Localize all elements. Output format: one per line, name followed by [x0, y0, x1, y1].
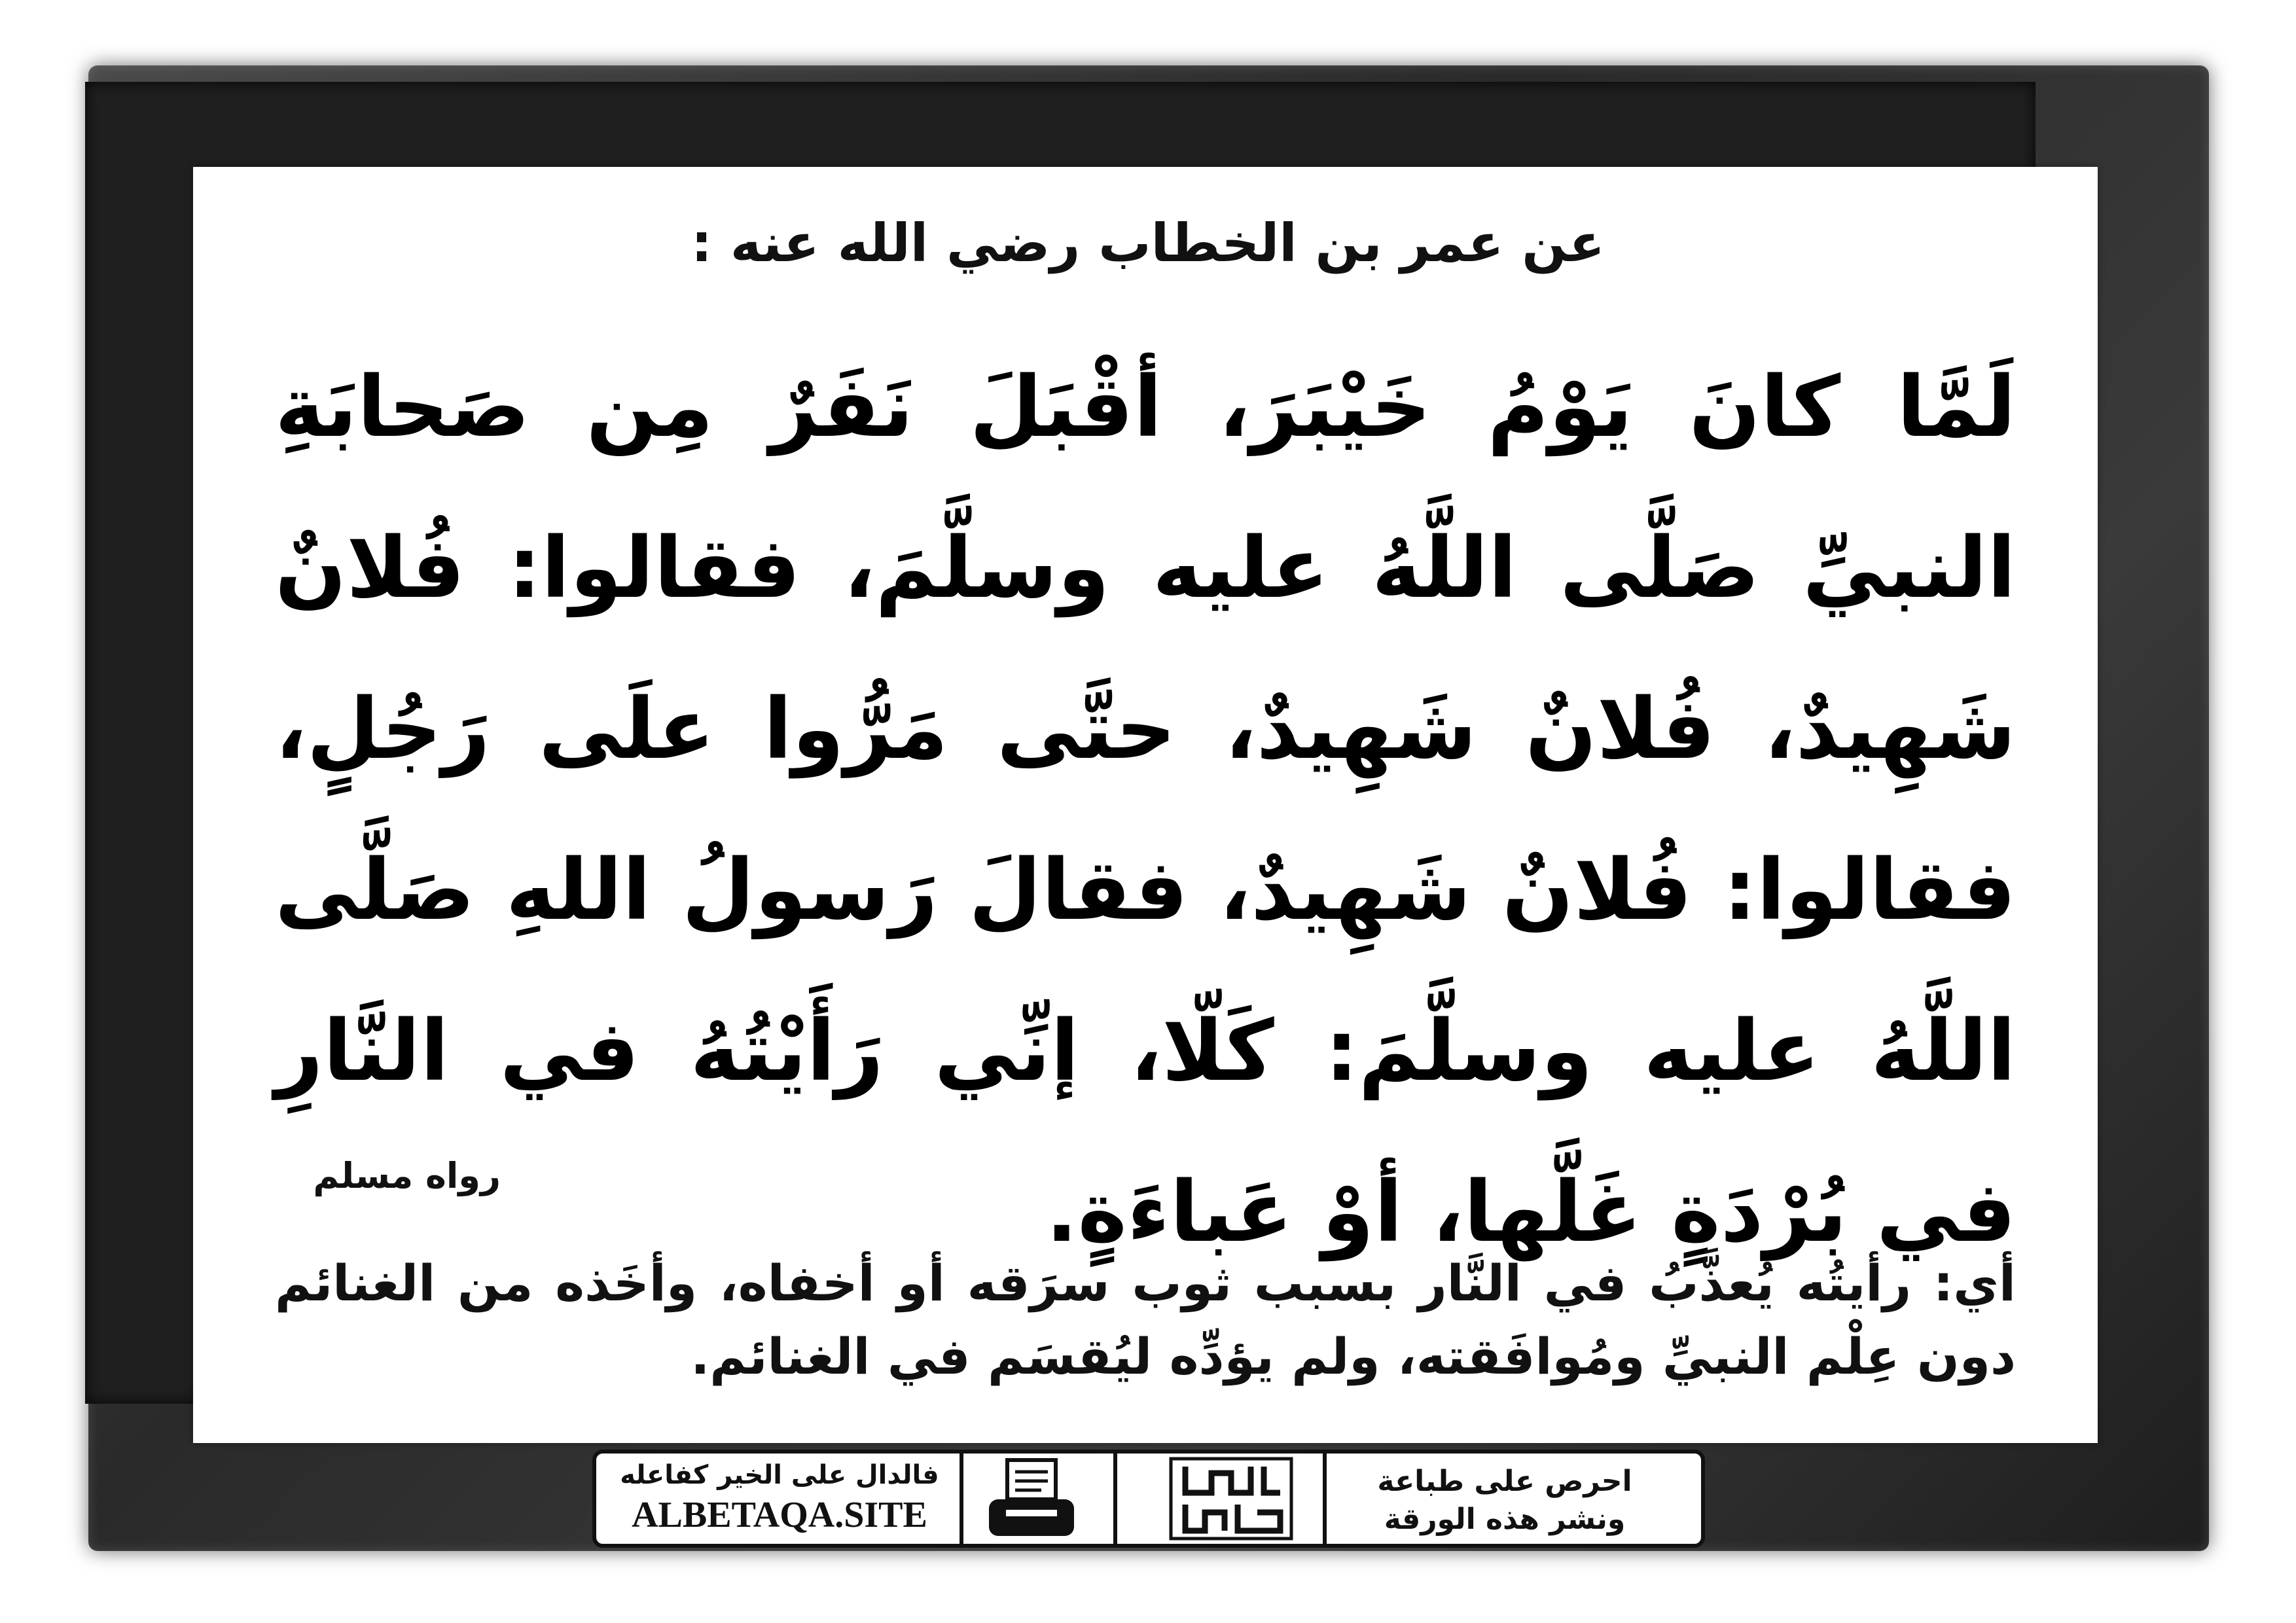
footer-divider	[960, 1454, 963, 1544]
print-line-1: احرص على طباعة	[1377, 1465, 1632, 1498]
site-block	[609, 1454, 950, 1544]
narrator-intro: عن عمر بن الخطاب رضي الله عنه :	[691, 213, 1605, 274]
print-line-2: ونشر هذه الورقة	[1384, 1503, 1626, 1536]
site-tagline: فالدال على الخير كفاعله	[620, 1460, 939, 1490]
footer-divider	[1113, 1454, 1117, 1544]
printer-icon	[982, 1454, 1081, 1544]
explanation-text: أي: رأيتُه يُعذَّبُ في النَّار بسبب ثوب سرَقه أو أخفاه، وأخَذه من الغنائم دون عِلْم النبيِّ ومُوافَقته، ولم يؤدِّه ليُقسَم في الغنائم.	[275, 1254, 2016, 1385]
dawatuk-logo	[1166, 1454, 1297, 1544]
site-url[interactable]: ALBETAQA.SITE	[632, 1495, 927, 1535]
hadith-text: لَمَّا كانَ يَوْمُ خَيْبَرَ، أقْبَلَ نَفَرٌ مِن صَحابَةِ النبيِّ صَلَّى اللَّهُ عليه وسلَّمَ، فقالوا: فُلانٌ شَهِيدٌ، فُلانٌ شَهِيدٌ، حتَّى مَرُّوا علَى رَجُلٍ، فقالوا: فُلانٌ شَهِيدٌ، فقالَ رَسولُ اللهِ صَلَّى اللَّهُ عليه وسلَّمَ: كَلّا، إنِّي رَأَيْتُهُ في النَّارِ في بُرْدَةٍ غَلَّها، أوْ عَباءَةٍ.	[275, 359, 2016, 1261]
print-reminder	[1321, 1454, 1688, 1544]
footer-banner	[592, 1450, 1705, 1548]
hadith-source: رواه مسلم	[313, 1155, 501, 1196]
